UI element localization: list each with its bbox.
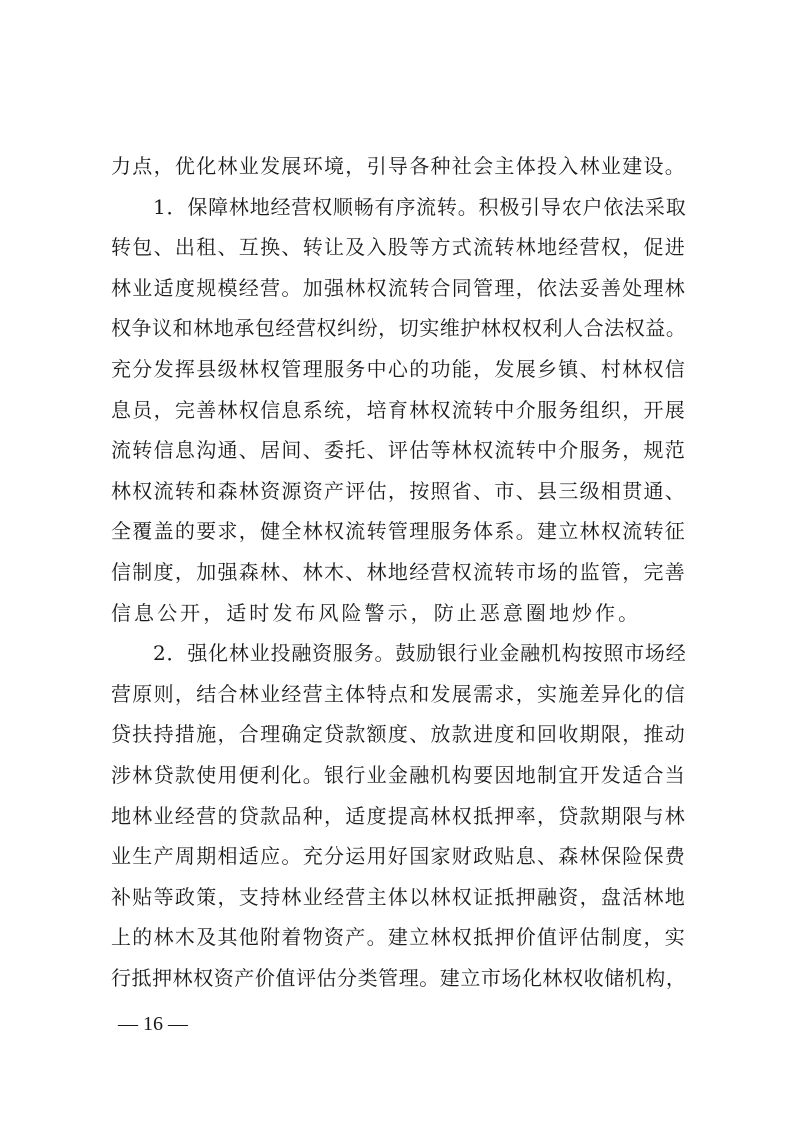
text-line: 2．强化林业投融资服务。鼓励银行业金融机构按照市场经 <box>153 641 687 666</box>
text-line: 补贴等政策，支持林业经营主体以林权证抵押融资，盘活林地 <box>111 884 687 909</box>
text-line: 全覆盖的要求，健全林权流转管理服务体系。建立林权流转征 <box>111 519 687 544</box>
body-text <box>111 146 691 998</box>
text-line: 行抵押林权资产价值评估分类管理。建立市场化林权收储机构， <box>111 965 687 990</box>
text-line: 地林业经营的贷款品种，适度提高林权抵押率，贷款期限与林 <box>111 803 687 828</box>
text-line: 流转信息沟通、居间、委托、评估等林权流转中介服务，规范 <box>111 438 687 463</box>
text-line: 涉林贷款使用便利化。银行业金融机构要因地制宜开发适合当 <box>111 762 687 787</box>
text-line: 转包、出租、互换、转让及入股等方式流转林地经营权，促进 <box>111 235 687 260</box>
text-line: 1．保障林地经营权顺畅有序流转。积极引导农户依法采取 <box>153 194 687 219</box>
text-line: 充分发挥县级林权管理服务中心的功能，发展乡镇、村林权信 <box>111 356 687 381</box>
text-line: 林权流转和森林资源资产评估，按照省、市、县三级相贯通、 <box>111 478 687 503</box>
text-line: 信制度，加强森林、林木、林地经营权流转市场的监管，完善 <box>111 559 687 584</box>
text-line: 贷扶持措施，合理确定贷款额度、放款进度和回收期限，推动 <box>111 722 687 747</box>
text-line: 信息公开，适时发布风险警示，防止恶意圈地炒作。 <box>111 600 642 625</box>
text-line: 息员，完善林权信息系统，培育林权流转中介服务组织，开展 <box>111 397 687 422</box>
text-line: 上的林木及其他附着物资产。建立林权抵押价值评估制度，实 <box>111 925 687 950</box>
text-line: 营原则，结合林业经营主体特点和发展需求，实施差异化的信 <box>111 681 687 706</box>
text-line: 业生产周期相适应。充分运用好国家财政贴息、森林保险保费 <box>111 844 687 869</box>
text-line: 力点，优化林业发展环境，引导各种社会主体投入林业建设。 <box>111 154 687 178</box>
text-line: 权争议和林地承包经营权纠纷，切实维护林权权利人合法权益。 <box>111 316 687 341</box>
page-number: — 16 — <box>118 1013 188 1035</box>
text-line: 林业适度规模经营。加强林权流转合同管理，依法妥善处理林 <box>111 275 687 300</box>
